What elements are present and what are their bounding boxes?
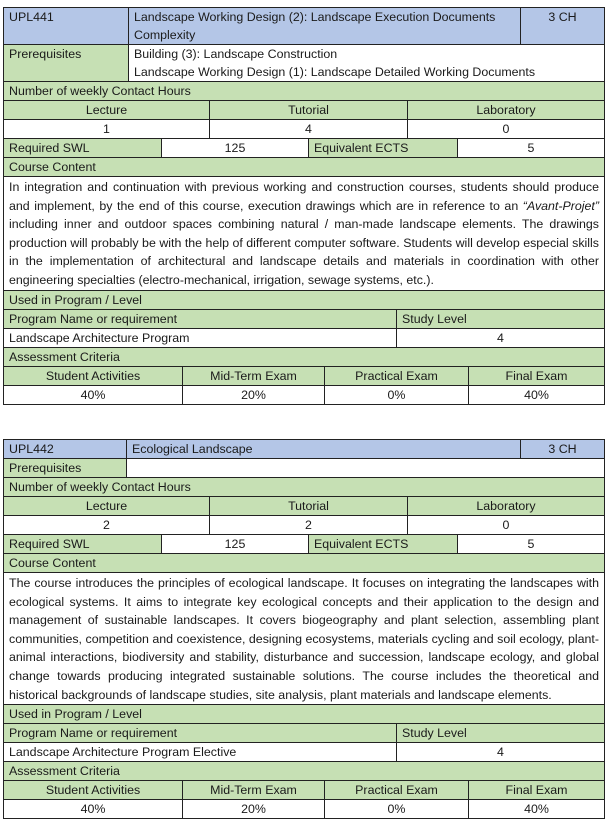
prerequisites-list [126, 459, 604, 477]
ects-label: Equivalent ECTS [308, 535, 457, 553]
practical-value: 0% [324, 386, 468, 404]
prerequisites-label: Prerequisites [4, 459, 126, 477]
program-header-row [3, 310, 605, 329]
used-in-label: Used in Program / Level [9, 292, 142, 307]
program-name: Landscape Architecture Program [9, 330, 190, 345]
course-card-upl441 [3, 7, 605, 405]
assessment-header-row [3, 781, 605, 800]
credit-hours: 3 CH [520, 8, 604, 44]
prerequisite-item: Building (3): Landscape Construction [134, 47, 338, 61]
course-code: UPL441 [4, 8, 128, 44]
midterm-header: Mid-Term Exam [182, 781, 324, 799]
final-value: 40% [468, 800, 604, 818]
student-activities-header: Student Activities [45, 368, 141, 383]
midterm-value: 20% [182, 800, 324, 818]
contact-hours-header-row [3, 101, 605, 120]
lecture-hours: 2 [103, 518, 110, 532]
ects-value: 5 [457, 139, 604, 157]
laboratory-header: Laboratory [407, 101, 604, 119]
study-level: 4 [396, 329, 604, 347]
tutorial-hours: 4 [209, 120, 407, 138]
study-level-header: Study Level [396, 310, 604, 328]
final-header: Final Exam [468, 367, 604, 385]
program-value-row [3, 743, 605, 762]
prerequisite-item: Landscape Working Design (1): Landscape Detailed Working Documents [134, 64, 536, 79]
course-content-title-row [3, 554, 605, 573]
swl-ects-row [3, 139, 605, 158]
contact-hours-title-row [3, 478, 605, 497]
student-activities-header: Student Activities [45, 783, 141, 798]
assessment-header-row [3, 367, 605, 386]
practical-header: Practical Exam [324, 781, 468, 799]
course-title: Landscape Working Design (2): Landscape Execution Documents Complexity [128, 8, 520, 44]
course-content-label: Course Content [9, 160, 96, 174]
ects-label: Equivalent ECTS [308, 139, 457, 157]
course-content-row [3, 573, 605, 705]
swl-label: Required SWL [4, 535, 161, 553]
assessment-value-row [3, 800, 605, 819]
assessment-label: Assessment Criteria [9, 349, 120, 364]
course-content-label: Course Content [9, 556, 96, 570]
program-value-row [3, 329, 605, 348]
contact-hours-title-row [3, 82, 605, 101]
used-in-title-row [3, 291, 605, 310]
program-header: Program Name or requirement [9, 726, 178, 741]
contact-hours-label: Number of weekly Contact Hours [9, 84, 191, 98]
assessment-title-row [3, 762, 605, 781]
laboratory-hours: 0 [407, 516, 604, 534]
study-level: 4 [396, 743, 604, 761]
program-name: Landscape Architecture Program Elective [9, 745, 237, 760]
midterm-value: 20% [182, 386, 324, 404]
midterm-header: Mid-Term Exam [182, 367, 324, 385]
course-header-row [3, 7, 605, 45]
tutorial-header: Tutorial [209, 101, 407, 119]
final-header: Final Exam [468, 781, 604, 799]
swl-value: 125 [161, 139, 308, 157]
practical-value: 0% [324, 800, 468, 818]
swl-ects-row [3, 535, 605, 554]
content-rest: including inner and outdoor spaces combining natural / man-made landscape elements. The drawings production will probably be with the help of different computer software. Students will develop especial skills in the implementation of architectural and landscape details and materials in coordination with other engineering specialties (electro-mechanical, irrigation, sewage systems, etc.). [9, 217, 599, 287]
program-header: Program Name or requirement [9, 311, 178, 326]
student-activities-value: 40% [80, 387, 106, 402]
lecture-hours: 1 [103, 122, 110, 136]
tutorial-hours: 2 [209, 516, 407, 534]
contact-hours-value-row [3, 120, 605, 139]
laboratory-hours: 0 [407, 120, 604, 138]
swl-label: Required SWL [4, 139, 161, 157]
program-header-row [3, 724, 605, 743]
ects-value: 5 [457, 535, 604, 553]
assessment-value-row [3, 386, 605, 405]
contact-hours-value-row [3, 516, 605, 535]
contact-hours-header-row [3, 497, 605, 516]
student-activities-value: 40% [80, 802, 106, 817]
assessment-label: Assessment Criteria [9, 764, 120, 779]
course-title: Ecological Landscape [126, 440, 520, 458]
content-intro: In integration and continuation with previous working and construction courses, students should produce and implement, by the end of this course, execution drawings which are in reference to an [9, 180, 599, 213]
used-in-title-row [3, 705, 605, 724]
prerequisites-label: Prerequisites [4, 45, 128, 81]
credit-hours: 3 CH [520, 440, 604, 458]
swl-value: 125 [161, 535, 308, 553]
course-content-title-row [3, 158, 605, 177]
course-content-text [4, 177, 604, 290]
lecture-header: Lecture [85, 499, 128, 513]
course-content-text: The course introduces the principles of ecological landscape. It focuses on integrating the landscapes with ecological systems. It aims to integrate key ecological concepts and their application to the design and management of sustainable landscapes. It covers biogeography and plant selection, assembling plant communities, competition and coexistence, designing ecosystems, materials cycling and soil ecology, plant-animal interactions, biodiversity and stability, disturbance and succession, landscape ecology, and global change towards producing integrated sustainable solutions. The course includes the theoretical and historical backgrounds of landscape studies, site analysis, plant materials and landscape elements. [9, 576, 599, 702]
laboratory-header: Laboratory [407, 497, 604, 515]
tutorial-header: Tutorial [209, 497, 407, 515]
practical-header: Practical Exam [324, 367, 468, 385]
content-italic-term: “Avant-Projet” [522, 198, 599, 213]
assessment-title-row [3, 348, 605, 367]
study-level-header: Study Level [396, 724, 604, 742]
contact-hours-label: Number of weekly Contact Hours [9, 480, 191, 494]
final-value: 40% [468, 386, 604, 404]
course-header-row [3, 439, 605, 459]
prerequisites-row [3, 45, 605, 82]
prerequisites-row [3, 459, 605, 478]
prerequisites-list [128, 45, 604, 81]
course-card-upl442 [3, 439, 605, 819]
course-code: UPL442 [4, 440, 126, 458]
course-content-row [3, 177, 605, 291]
used-in-label: Used in Program / Level [9, 707, 142, 722]
lecture-header: Lecture [85, 103, 128, 117]
